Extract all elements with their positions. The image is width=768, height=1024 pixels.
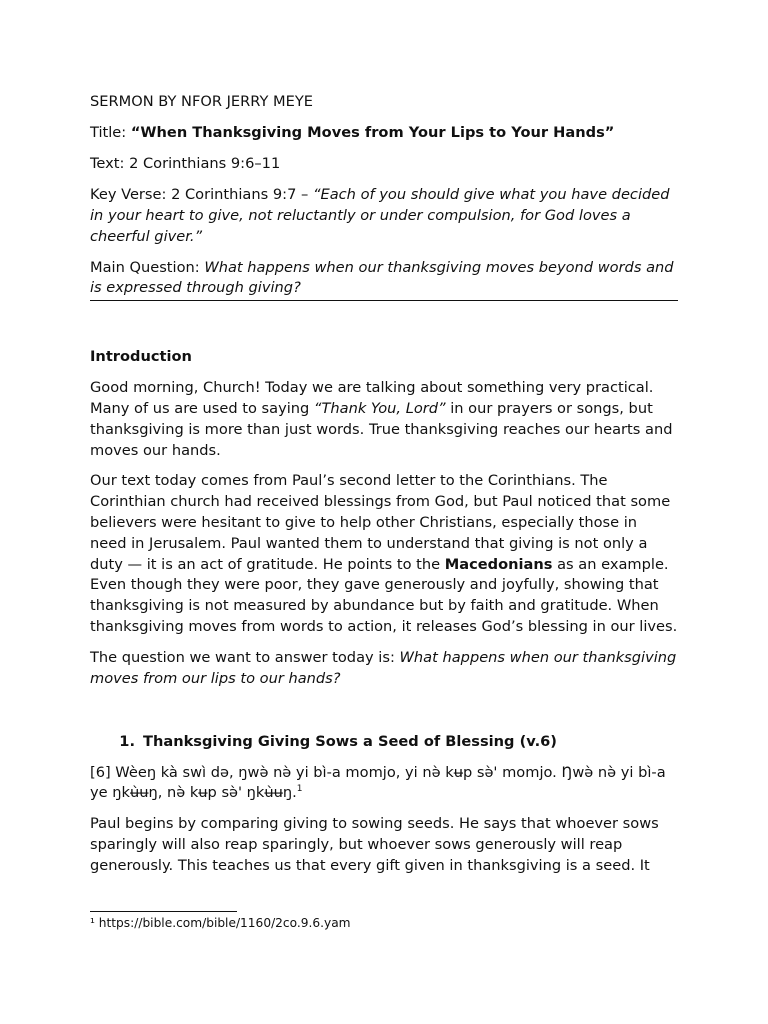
intro-p2-text-b: as an example. Even though they were poor, they gave generously and joyfully, showing that thanksgiving is not measured by abundance but by faith and gratitude. When thanksgiving moves from words to action, it releases God’s blessing in our lives. (90, 555, 678, 636)
intro-p3-question: What happens when our thanksgiving moves from our lips to our hands? (90, 649, 677, 687)
main-question (90, 258, 678, 300)
key-verse (90, 185, 678, 247)
introduction-heading: Introduction (90, 348, 192, 366)
footnote-reference: 1 (296, 783, 303, 794)
footnote-link: https://bible.com/bible/1160/2co.9.6.yam (94, 916, 351, 930)
verse-text: [6] Wèeŋ kà swì də, ŋwə̀ nə̀ yi bì-a momjo, yi nə̀ kʉp sə̀' momjo. Ŋwə̀ nə̀ yi bì-a ye ŋkʉ̀ʉŋ, nə̀ kʉp sə̀' ŋkʉ̀ʉŋ. (90, 763, 666, 802)
author-line: SERMON BY NFOR JERRY MEYE (90, 93, 313, 110)
section-1-heading (90, 732, 678, 753)
key-verse-label: Key Verse: 2 Corinthians 9:7 – (90, 185, 313, 203)
footnote-marker: ¹ (90, 916, 95, 930)
intro-paragraph-3 (90, 648, 678, 690)
intro-paragraph-1 (90, 378, 678, 461)
sermon-body (90, 92, 678, 887)
sermon-title: “When Thanksgiving Moves from Your Lips to Your Hands” (130, 123, 615, 141)
intro-p1-text-a: Good morning, Church! Today we are talking about something very practical. Many of us are used to saying (90, 379, 654, 417)
section-1-title: Thanksgiving Giving Sows a Seed of Blessing (v.6) (143, 732, 557, 750)
footnote (90, 914, 351, 932)
key-verse-quote: “Each of you should give what you have decided in your heart to give, not reluctantly or under compulsion, for God loves a cheerful giver.” (90, 185, 670, 245)
section-1-number: 1. (119, 732, 135, 750)
main-question-text: What happens when our thanksgiving moves beyond words and is expressed through giving? (90, 258, 674, 297)
intro-p1-quote: “Thank You, Lord” (313, 399, 446, 417)
intro-paragraph-2 (90, 471, 678, 637)
section-1-verse (90, 763, 678, 805)
intro-p2-text-a: Our text today comes from Paul’s second letter to the Corinthians. The Corinthian church had received blessings from God, but Paul noticed that some believers were hesitant to give to help other Christians, especially those in need in Jerusalem. Paul wanted them to understand that giving is not only a duty — it is an act of gratitude. He points to the (90, 472, 671, 573)
section-1-paragraph-1: Paul begins by comparing giving to sowing seeds. He says that whoever sows sparingly will also reap sparingly, but whoever sows generously will reap generously. This teaches us that every gift given in thanksgiving is a seed. It (90, 815, 659, 874)
main-question-label: Main Question: (90, 258, 205, 276)
intro-p1-text-b: in our prayers or songs, but thanksgiving is more than just words. True thanksgiving reaches our hearts and moves our hands. (90, 399, 673, 459)
title-label: Title: (90, 123, 131, 141)
text-line: Text: 2 Corinthians 9:6–11 (90, 154, 281, 172)
intro-p3-text: The question we want to answer today is: (90, 649, 400, 667)
footnote-separator (90, 911, 237, 912)
title-line (90, 123, 678, 144)
header-divider (90, 300, 678, 301)
intro-p2-macedonians: Macedonians (444, 555, 553, 573)
